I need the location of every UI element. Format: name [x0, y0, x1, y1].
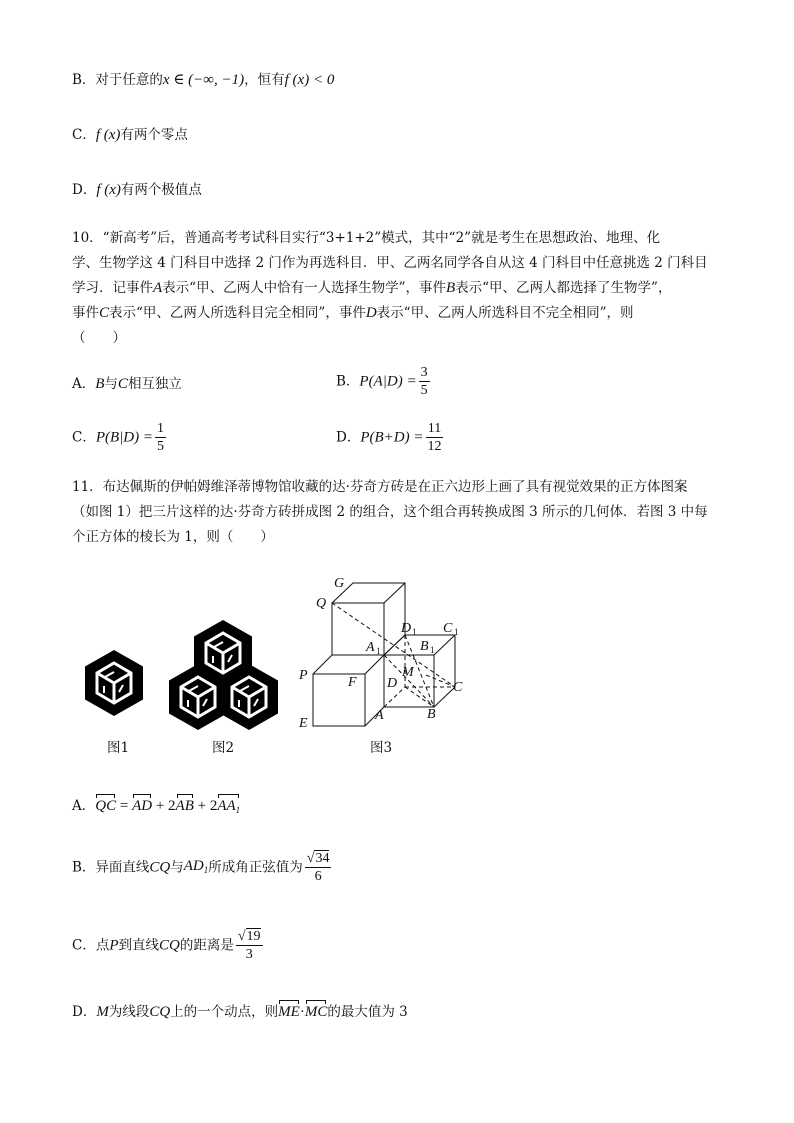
figure2-tiles [169, 620, 278, 730]
svg-text:F: F [348, 675, 357, 690]
figure1-caption: 图1 [107, 740, 130, 756]
svg-text:M: M [402, 665, 414, 680]
q10-option-b: B．P(A|D) = $\frac{3}{5}$ [336, 365, 428, 398]
figure3-caption: 图3 [370, 740, 393, 756]
svg-text:D: D [387, 676, 398, 691]
q11-option-a: A．QC = AD + $2AB + 2AA_1$ [72, 796, 240, 820]
q11-stem-line2: （如图 1）把三片这样的达·芬奇方砖拼成图 2 的组合，这个组合再转换成图 3 所示的几何体．若图 3 中每 [72, 504, 708, 520]
svg-text:Q: Q [316, 596, 327, 611]
q9-option-b: B．对于任意的x ∈ (−∞, −1)，恒有f (x) < 0 [72, 72, 335, 88]
svg-text:C: C [453, 680, 463, 695]
q11-option-d: D．M为线段CQ上的一个动点，则ME·MC的最大值为 3 [72, 1004, 408, 1020]
q10-option-a: A．B与C相互独立 [72, 376, 182, 392]
q10-stem-line3: 学习．记事件A表示“甲、乙两人中恰有一人选择生物学”，事件B表示“甲、乙两人都选择了生物学”， [72, 280, 672, 296]
q9-option-c: C．f (x)有两个零点 [72, 127, 188, 143]
svg-text:B: B [427, 707, 436, 722]
svg-text:C: C [443, 621, 453, 636]
svg-text:A: A [375, 708, 384, 723]
svg-text:G: G [334, 576, 345, 591]
figure2-caption: 图2 [212, 740, 235, 756]
q10-stem-line2: 学、生物学这 4 门科目中选择 2 门作为再选科目．甲、乙两名同学各自从这 4 门科目中任意挑选 2 门科目 [72, 255, 708, 271]
q11-option-c: C．点P到直线CQ的距离是 $\frac{√19}{3}$ [72, 929, 261, 962]
q11-option-b: B．异面直线CQ与$AD_1$所成角正弦值为 $\frac{√34}{6}$ [72, 851, 330, 884]
svg-text:A: A [366, 640, 375, 655]
svg-text:1: 1 [376, 646, 381, 656]
svg-text:1: 1 [454, 627, 459, 637]
figure3-labels [298, 576, 463, 731]
svg-text:1: 1 [430, 645, 435, 655]
figure1-tile [85, 650, 143, 716]
q9-option-d: D．f (x)有两个极值点 [72, 182, 202, 198]
svg-text:P: P [299, 668, 308, 683]
q10-stem-line5: （ ） [72, 330, 126, 346]
svg-text:E: E [299, 716, 308, 731]
q11-stem-line1: 11．布达佩斯的伊帕姆维泽蒂博物馆收藏的达·芬奇方砖是在正六边形上画了具有视觉效果的正方体图案 [72, 479, 688, 495]
q11-stem-line3: 个正方体的棱长为 1，则（ ） [72, 529, 274, 545]
q10-stem-line1: 10．“新高考”后，普通高考考试科目实行“3+1+2”模式，其中“2”就是考生在思想政治、地理、化 [72, 230, 661, 246]
svg-text:D: D [401, 621, 412, 636]
svg-text:B: B [420, 639, 429, 654]
svg-text:1: 1 [412, 627, 417, 637]
q11-figures [70, 565, 490, 735]
q10-option-c: C．P(B|D) = $\frac{1}{5}$ [72, 421, 164, 454]
q10-stem-line4: 事件C表示“甲、乙两人所选科目完全相同”，事件D表示“甲、乙两人所选科目不完全相同”，则 [72, 305, 634, 321]
q10-option-d: D．P(B+D) = $\frac{11}{12}$ [336, 421, 442, 454]
